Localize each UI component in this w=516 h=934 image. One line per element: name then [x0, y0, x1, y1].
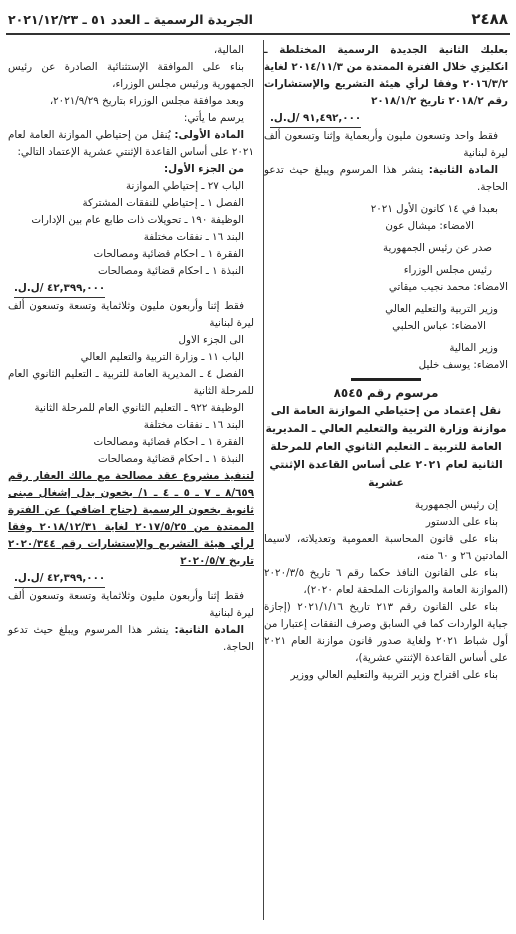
left-column [8, 42, 254, 922]
to-line-3: الوظيفة ٩٢٢ ـ التعليم الثانوي العام للمرحلة الثانية [34, 402, 244, 414]
to-line-1: الباب ١١ ـ وزارة التربية والتعليم العالي [80, 351, 244, 363]
right-column [264, 42, 508, 922]
signature-2: صدر عن رئيس الجمهورية [382, 242, 492, 254]
amount-3: ٤٢,٣٩٩,٠٠٠ /ل.ل. [8, 570, 254, 588]
left-line-1: المالية، [213, 44, 244, 56]
preamble-6: بناء على اقتراح وزير التربية والتعليم العالي ووزير [290, 669, 498, 681]
preamble-5: بناء على القانون رقم ٢١٣ تاريخ ٢٠٢١/١/١٦ (إجازة جباية الواردات كما في السابق وصرف النفقات إعتبارا من أول شباط ٢٠٢١ ولغاية صدور قانون موازنة العام ٢٠٢١ على أساس القاعدة الإثنتي عشرية)، [264, 601, 508, 664]
to-line-2: الفصل ٤ ـ المديرية العامة للتربية ـ التعليم الثانوي العام للمرحلة الثانية [8, 368, 254, 397]
header-rule [6, 33, 510, 35]
from-line-1: الباب ٢٧ ـ إحتياطي الموازنة [126, 180, 244, 192]
to-line-5: الفقرة ١ ـ احكام قضائية ومصالحات [93, 436, 244, 448]
signature-1: الامضاء: ميشال عون [385, 220, 474, 232]
article-2-left: المادة الثانية: ينشر هذا المرسوم ويبلغ حيث تدعو الحاجة. [8, 624, 254, 653]
article-1: المادة الأولى: يُنقل من إحتياطي الموازنة العامة لعام ٢٠٢١ على أساس القاعدة الإثنتي عشرية الإعتماد التالي: [8, 129, 254, 158]
decree-title: مرسوم رقم ٨٥٤٥ [333, 386, 439, 400]
signature-8: الامضاء: يوسف خليل [418, 359, 508, 371]
gazette-title: الجريدة الرسمية ـ العدد ٥١ ـ ٢٠٢١/١٢/٢٣ [8, 11, 253, 27]
signature-7: وزير المالية [449, 342, 498, 354]
amount-3-words: فقط إثنا وأربعون مليون وثلاثماية وتسعة وتسعون ألف ليرة لبنانية [8, 590, 254, 619]
section-divider [351, 378, 421, 381]
amount-2: ٤٢,٣٩٩,٠٠٠ /ل.ل. [8, 280, 254, 298]
signature-4: الامضاء: محمد نجيب ميقاتي [388, 281, 508, 293]
signature-5: وزير التربية والتعليم العالي [385, 303, 498, 315]
preamble-4: بناء على القانون النافذ حكما رقم ٦ تاريخ ٢٠٢٠/٣/٥ (الموازنة العامة والموازنات الملحقة لعام ٢٠٢٠)، [264, 567, 508, 596]
signature-6: الامضاء: عباس الحلبي [392, 320, 486, 332]
from-part: من الجزء الأول: [164, 163, 244, 175]
to-line-6: النبذة ١ ـ احكام قضائية ومصالحات [97, 453, 244, 465]
preamble-1: إن رئيس الجمهورية [414, 499, 498, 511]
article-2: المادة الثانية: ينشر هذا المرسوم ويبلغ حيث تدعو الحاجة. [264, 164, 508, 193]
preamble-3: بناء على قانون المحاسبة العمومية وتعديلاته، لاسيما المادتين ٢٦ و ٦٠ منه، [264, 533, 508, 562]
left-line-2: بناء على الموافقة الإستثنائية الصادرة عن رئيس الجمهورية ورئيس مجلس الوزراء، [8, 61, 254, 90]
decree-heading: نقل إعتماد من إحتياطي الموازنة العامة الى موازنة وزارة التربية والتعليم العالي ـ المديرية العامة للتربية ـ التعليم الثانوي العام للمرحلة الثانية لعام ٢٠٢١ على أساس القاعدة الإثنتي عشرية [265, 404, 507, 489]
page-header [8, 8, 508, 30]
amount-1-words: فقط واحد وتسعون مليون وأربعماية وإثنا وتسعون ألف ليرة لبنانية [264, 130, 508, 159]
left-line-4: يرسم ما يأتي: [183, 112, 244, 124]
amount-2-words: فقط إثنا وأربعون مليون وثلاثماية وتسعة وتسعون ألف ليرة لبنانية [8, 300, 254, 329]
from-line-2: الفصل ١ ـ إحتياطي للنفقات المشتركة [82, 197, 244, 209]
from-line-4: البند ١٦ ـ نفقات مختلفة [143, 231, 244, 243]
to-line-4: البند ١٦ ـ نفقات مختلفة [143, 419, 244, 431]
signature-3: رئيس مجلس الوزراء [403, 264, 492, 276]
from-line-5: الفقرة ١ ـ احكام قضائية ومصالحات [93, 248, 244, 260]
page-number: ٢٤٨٨ [471, 10, 508, 28]
intro-bold: بعلبك الثانية الجديدة الرسمية المختلطة ـ انكليزي خلال الفترة الممتدة من ٢٠١٤/١١/٣ لغاية ٢٠١٦/٣/٢ وفقا لرأي هيئة التشريع والإستشارات رقم ٢٠١٨/٢ تاريخ ٢٠١٨/١/٢ [264, 44, 508, 107]
from-line-6: النبذة ١ ـ احكام قضائية ومصالحات [97, 265, 244, 277]
purpose-bold: لتنفيذ مشروع عقد مصالحة مع مالك العقار رقم ٨/٦٥٩ ـ ٧ ـ ٥ ـ ٤ ـ ١/ بخعون بدل إشغال مبنى ثانوية بخعون الرسمية (جناح اضافي) عن الفترة الممتدة من ٢٠١٧/٥/٢٥ لغاية ٢٠١٨/١٢/٣١ وفقا لرأي هيئة التشريع والإستشارات رقم ٢٠٢٠/٣٤٤ تاريخ ٢٠٢٠/٥/٧ [8, 470, 254, 567]
from-line-3: الوظيفة ١٩٠ ـ تحويلات ذات طابع عام بين الإدارات [31, 214, 244, 226]
preamble-2: بناء على الدستور [425, 516, 498, 528]
amount-1: ٩١,٤٩٢,٠٠٠ /ل.ل. [264, 110, 508, 128]
decree-date: بعبدا في ١٤ كانون الأول ٢٠٢١ [370, 203, 498, 215]
left-line-3: وبعد موافقة مجلس الوزراء بتاريخ ٢٠٢١/٩/٢٩، [49, 95, 244, 107]
to-part: الى الجزء الاول [178, 334, 244, 346]
